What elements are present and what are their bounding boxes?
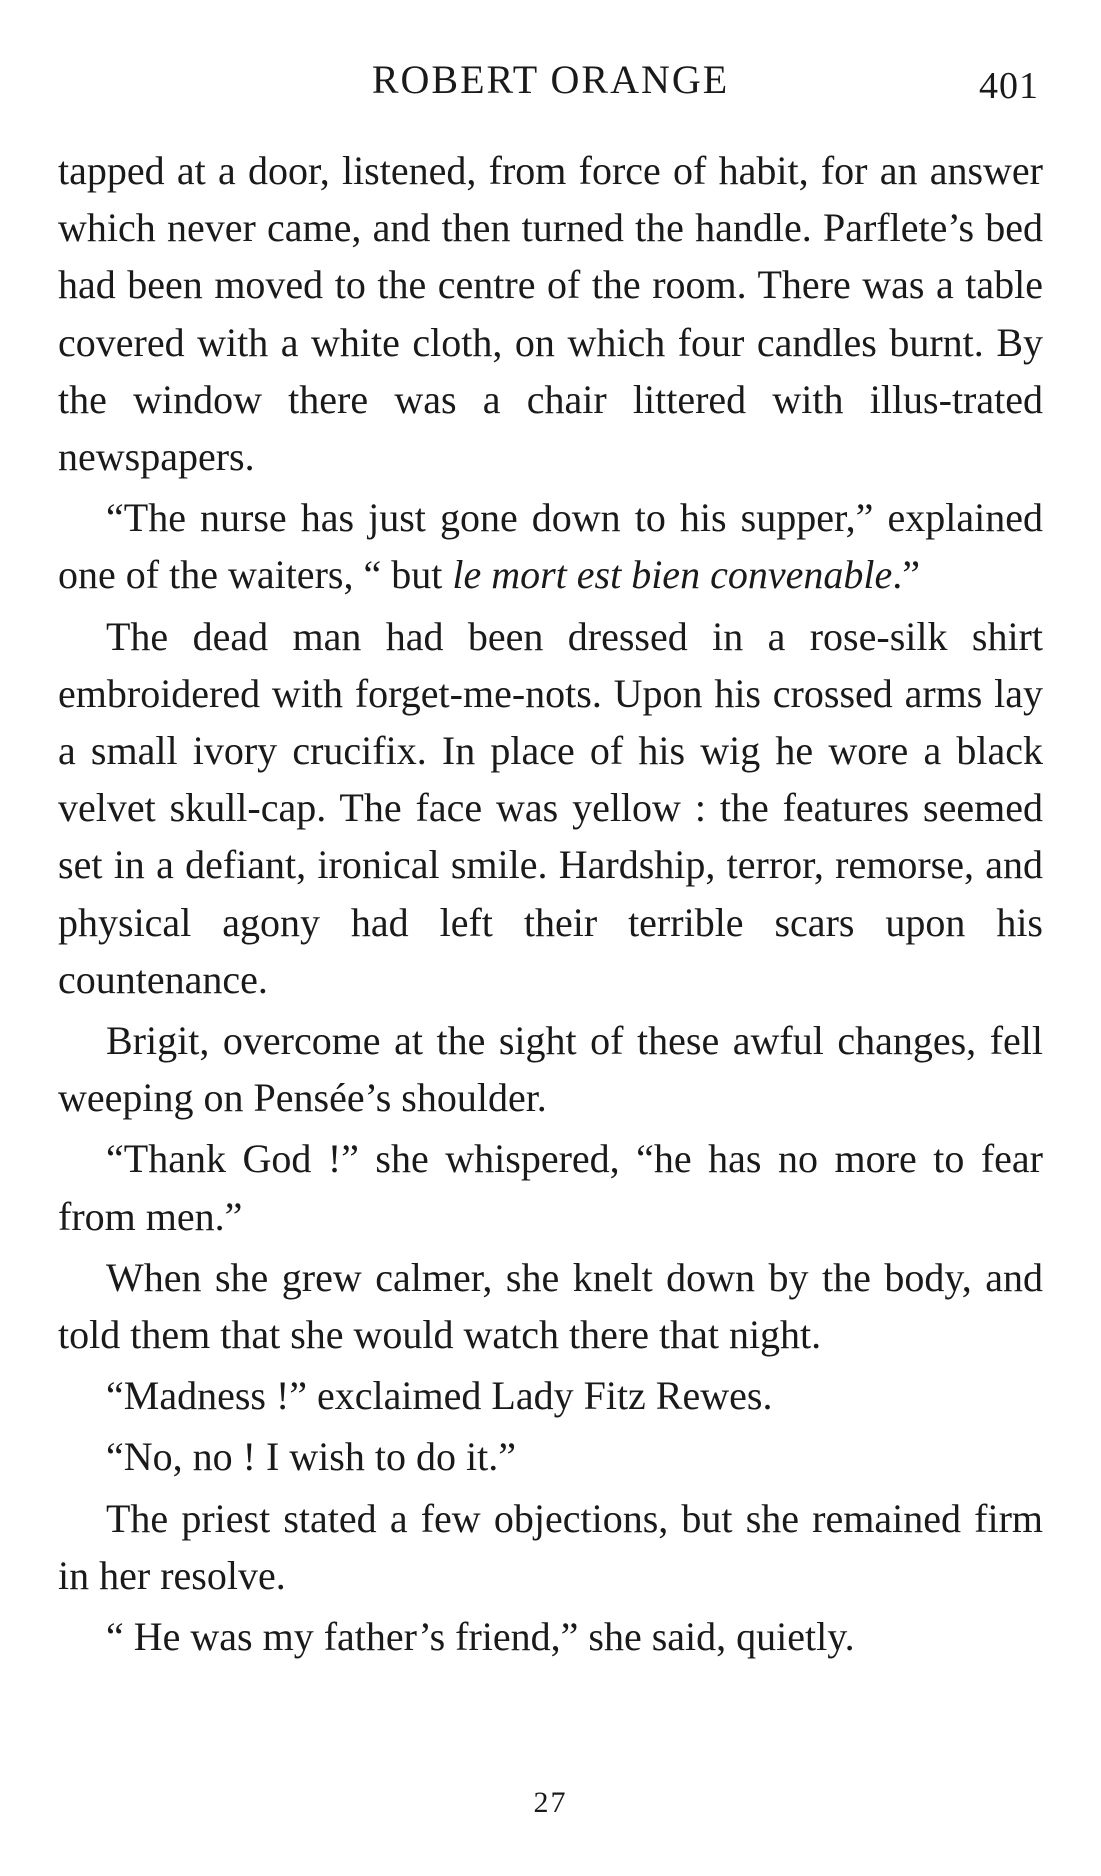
paragraph xyxy=(58,1012,1043,1126)
paragraph-text: “The nurse has just gone down to his supper,” explained one of the waiters, “ but xyxy=(58,495,1043,598)
paragraph-text: .” xyxy=(892,552,920,598)
paragraph-text: “No, no ! I wish to do it.” xyxy=(106,1434,516,1480)
page-number: 401 xyxy=(979,65,1039,107)
paragraph xyxy=(58,1249,1043,1363)
italic-text: le mort est bien convenable xyxy=(452,552,893,598)
paragraph-text: tapped at a door, listened, from force of habit, for an answer which never came, and then turned the handle. Parflete’s bed had been moved to the centre of the room. There was a table covered with a white cloth, on which four candles burnt. By the window there was a chair littered with illus-trated newspapers. xyxy=(58,148,1043,480)
page-header xyxy=(0,52,1101,112)
paragraph xyxy=(58,1608,1043,1665)
body-text xyxy=(58,142,1043,1665)
paragraph xyxy=(58,1367,1043,1424)
paragraph-text: “Thank God !” she whispered, “he has no more to fear from men.” xyxy=(58,1136,1043,1239)
paragraph-text: The priest stated a few objections, but she remained firm in her resolve. xyxy=(58,1495,1043,1598)
paragraph-text: The dead man had been dressed in a rose-silk shirt embroidered with forget-me-nots. Upon his crossed arms lay a small ivory crucifix. In place of his wig he wore a black velvet skull-cap. The face was yellow : the features seemed set in a defiant, ironical smile. Hardship, terror, remorse, and physical agony had left their terrible scars upon his countenance. xyxy=(58,613,1043,1002)
signature-mark: 27 xyxy=(533,1786,568,1819)
paragraph-text: When she grew calmer, she knelt down by the body, and told them that she would watch there that night. xyxy=(58,1254,1043,1358)
paragraph xyxy=(58,1428,1043,1485)
paragraph-text: “Madness !” exclaimed Lady Fitz Rewes. xyxy=(106,1373,773,1419)
paragraph-text: “ He was my father’s friend,” she said, quietly. xyxy=(106,1614,855,1660)
paragraph xyxy=(58,1130,1043,1244)
paragraph xyxy=(58,142,1043,485)
paragraph xyxy=(58,489,1043,603)
running-head: ROBERT ORANGE xyxy=(371,57,730,102)
paragraph xyxy=(58,608,1043,1008)
paragraph-text: Brigit, overcome at the sight of these awful changes, fell weeping on Pensée’s shoulder. xyxy=(58,1018,1043,1121)
paragraph xyxy=(58,1490,1043,1604)
